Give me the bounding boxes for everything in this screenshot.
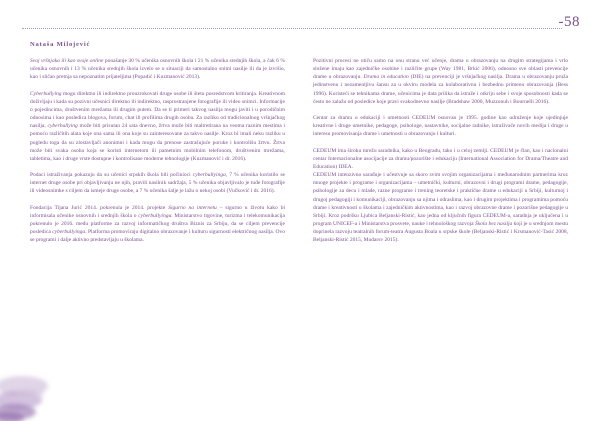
text-run: može biti prisutan 24 sata dnevno, žrtva može biti maltretirana na veoma raznim mestima i pomoću različitih alata koje ona sama ili ona koje su zainteresovane za takvo nasilje. Kroz bi imali neku razliku u pogledu toga da su zlostavljači anonimni i kada mogu da prenose zastrašujuće poruke i kontrolišu žrtvu. Žrtva može biti svaka osoba koja se koristi internetom ili pametnim mobilnim telefonom, društvenim mrežama, tabletima, kao i druge vrste dostupne i kontrolisane moderne tehnologije (Kuzmanović i dr. 2016). <box>30 123 286 162</box>
page-number: -58 <box>558 14 580 30</box>
text-run: koji je u srednjom mestu doprinela razvoju teatralnih forum-teatra Augusta Boala u srpske škole (Beljanski-Ristić i Krsmanović-Tasić 2008, Beljanski-Ristić 2015, Mudarsv 2015). <box>313 221 568 244</box>
text-run: mogu direktno ili indirektno prouzrokovati druge osobe ili štetu posredstvom kritiranja. Kreativnom doživljaju i kada su pozivni učesnici direktno ili indirektno, rasprostranjene fotografije ili video snimci. Informacije o pojedincima, društvenim mrežama ili drugim putem. Da se ti primeri takvog nasilja mogu javiti i u porodičnim odnosima i kao posledica blogova, forum, chat ili profilima drugih osoba. Za razliku od tradicionalnog vršnjačkog nasilja, <box>30 90 285 130</box>
italic-term: Drama in education <box>363 74 409 81</box>
text-run: – sigurno u životu kako bi informisala učenike osnovnih i srednjih škola o <box>30 204 285 219</box>
italic-term: Sigurno na internetu <box>168 204 217 211</box>
italic-term: Škola bez nasilja <box>474 221 513 227</box>
text-run: , 7 % učenika koristilo se internet druge osobe pri objavljivanju ne njih, pravili nasilnik sadržaja, 5 % učenika objavljivalo je tuđe fotografije ili videosnimke s ciljem da ismeje druge osobe, a 7 % učenika šalje je lažu o nekoj osobi (Vučković i dr. 2016). <box>30 172 285 195</box>
text-run: . Platforma promoviraju digitalno obrazovanje i kulturu sigurnosti električnog nasilja. Ovo se programi i dalje aktivno predstavljaju u školama. <box>30 229 285 244</box>
italic-term: Cyberbullying <box>30 90 62 97</box>
paragraph <box>313 147 568 245</box>
italic-term: cyberbullyinga <box>52 229 86 236</box>
author-name: Nataša Milojević <box>30 41 91 48</box>
paragraph <box>30 57 285 81</box>
right-text-column <box>313 57 568 253</box>
text-run: CEDEUM intenzivno sarađuje i učestvuje sa skoro svim svojim organizacijama i međunarodnim partnerima kroz mnoge projekte i programe i organizacijama – umetnički, kulturni, obrazovni i drugi programi drame, pedagogije, psihologije za decu i mlade, razne programe i trening teoretske i praktične drame u edukaciji u Srbiji, kulturnoj i drugoj pedagogiji i komunikaciji, obrazovanju sa njima i odraslima, kao i drugim projektima i programima pomoću drame i kreativnosti u školama i zajedničkim aktivnostima, kao i razvoj obrazovne drame i pozorišne pedagogije u Srbiji. Kroz podršku Ljubica Beljanski-Ristić, kao jedna od ključnih figura CEDEUM-a, saradnja je uključena i u program UNICEF-a i Ministarstva prosvete, nauke i tehnološkog razvoja <box>313 172 568 227</box>
paragraph <box>313 57 568 106</box>
italic-term: cyberbullyinga <box>192 172 226 179</box>
text-run: . Ministarstvo trgovine, turizma i telekomunikacija pokrenulo je 2016. među platforme za razvoj informatičkog društva Biznis za Srbiju, da se ciljem prevencije posledica <box>30 212 285 236</box>
text-run: Pozitivni procesi ne utiču samo na onu stranu već učenje, drama u obrazovanju na drugim strategijama i vrlo složene imaju kao zajedničke osobine i različite grupe (Way 1981, Brkić 2006), odnosno sve oblasti prevencije drame u obrazovanju. <box>313 58 568 81</box>
text-run: Fondacija Tijana Jurić 2014. pokrenula je 2014. projekte <box>30 204 169 211</box>
italic-term: Svoj vršnjaka ili kao svoje online <box>30 58 105 64</box>
paragraph <box>30 90 285 163</box>
text-run: Podaci istraživanja pokazuju da su učenici srpskih škola bili počinioci <box>30 172 193 179</box>
paragraph <box>313 114 568 138</box>
text-run: CEDEUM ima široku mrežu saradnika, kako u Beogradu, tako i u celoj zemlji. CEDEUM je član, kao i nacionalni centar Internacionalne asocijacije za dramu/pozorište i edukaciju (International Association for Drama/Theatre and Education) IDEA. <box>313 147 568 170</box>
left-text-column <box>30 57 285 253</box>
header-divider <box>22 28 562 29</box>
italic-term: cyberbullyingu <box>138 212 172 219</box>
paragraph <box>30 171 285 195</box>
text-run: (DIE) na prevenciji je vršnjačkog nasilja. Drama u obrazovanju pruža jedinstvenu i nezamenljivu šansu za u okviru modela za kolaborativnu i bezbednu primenu obrazovanja (Bess 1996). Koristeći se tehnikama drame, učenicima je data prilika da istraže i otkriju sebe i svoje sposobnosti kada se često ne zalažu od posledice koje pravi svakodnevno nasilje (Bradshaw 2000, Muzzonuh i Bournelli 2016). <box>313 74 568 105</box>
watercolor-decoration <box>0 356 62 421</box>
text-run: Centar za dramu u edukaciji i umetnosti CEDEUM osnovan je 1995. godine kao udruženje koje ujedinjuje kreativne i druge umetnike, pedagoge, psihologe, nastavnike, socijalne radnike, istraživače novih medija i druge u interesu promovisanja drame i umetnosti u obrazovanju i kulturi. <box>313 115 568 138</box>
text-run: ponašanje 30 % učenika osnovnih škola i 21 % učenika srednjih škola, a čak 6 % učenika osnovnih i 13 % učenika srednjih škola izvelo se u situaciji da samostalno snimi nasilje ili da je izvršio, kao i sličan pretnja sa nepoznatim prijateljima (Popadić i Kuzmanović 2013). <box>30 58 286 81</box>
italic-term: cyberbullying <box>47 123 78 130</box>
paragraph <box>30 204 285 245</box>
